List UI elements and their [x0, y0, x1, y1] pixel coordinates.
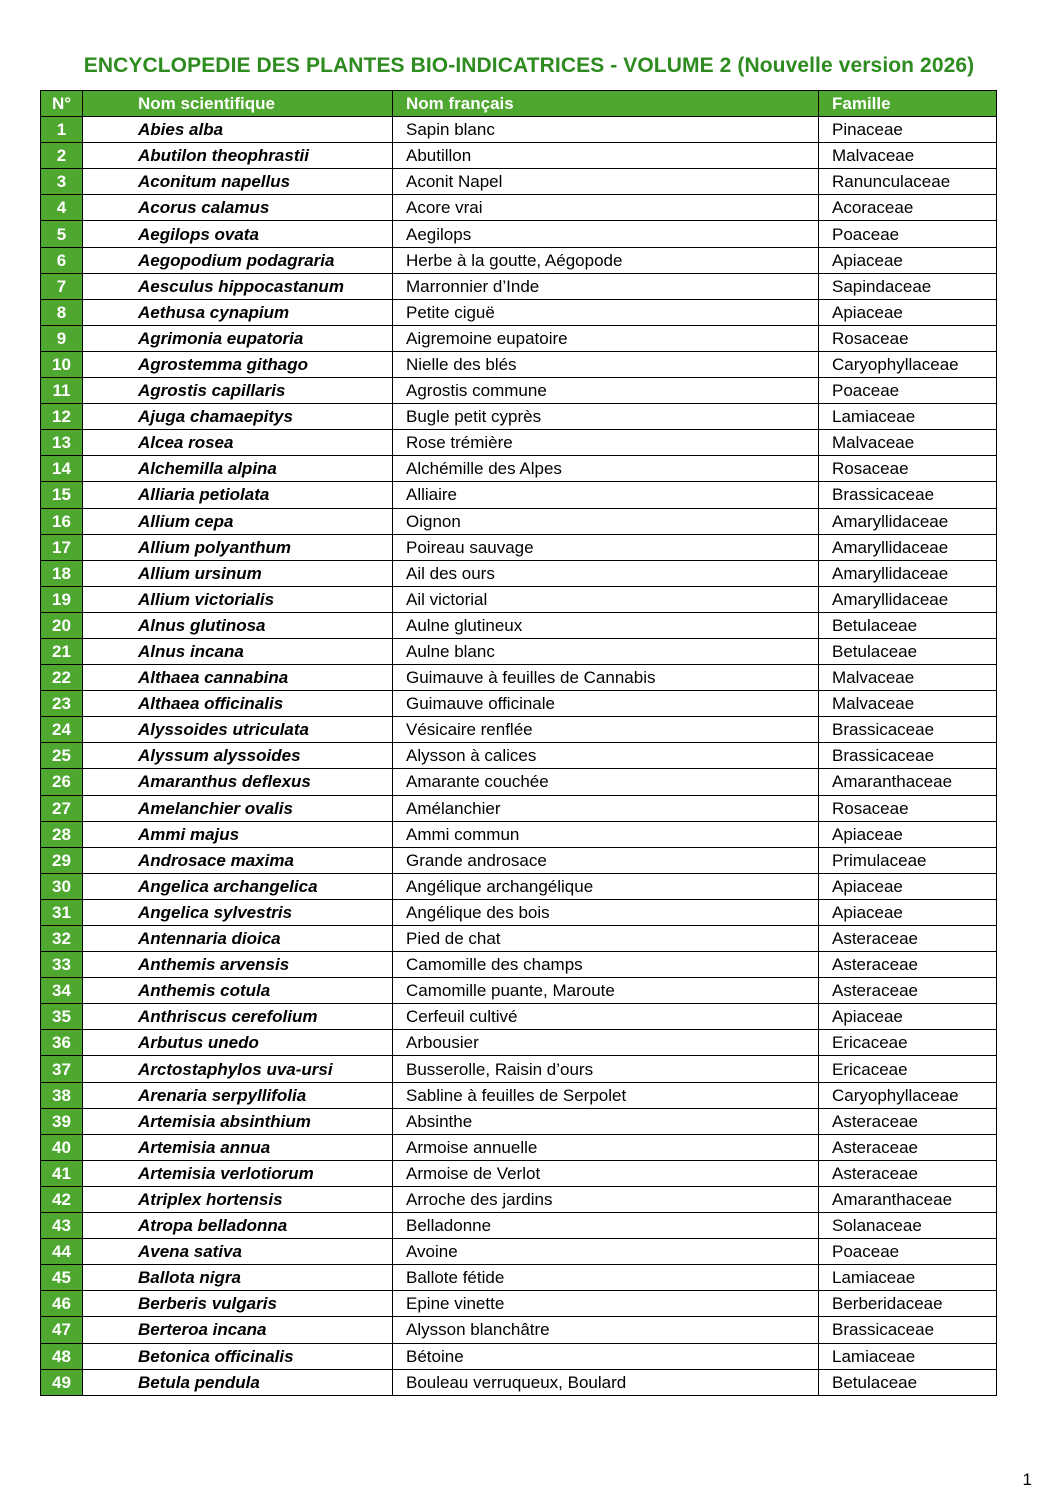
row-number: 38 — [41, 1082, 83, 1108]
french-name: Angélique archangélique — [393, 873, 819, 899]
scientific-name: Alliaria petiolata — [83, 482, 393, 508]
family-name: Asteraceae — [819, 978, 997, 1004]
row-number: 34 — [41, 978, 83, 1004]
family-name: Apiaceae — [819, 821, 997, 847]
table-row — [41, 1056, 997, 1082]
family-name: Asteraceae — [819, 1160, 997, 1186]
row-number: 9 — [41, 325, 83, 351]
row-number: 20 — [41, 612, 83, 638]
scientific-name: Althaea officinalis — [83, 691, 393, 717]
row-number: 6 — [41, 247, 83, 273]
scientific-name: Anthemis cotula — [83, 978, 393, 1004]
french-name: Sapin blanc — [393, 117, 819, 143]
family-name: Lamiaceae — [819, 1265, 997, 1291]
row-number: 36 — [41, 1030, 83, 1056]
scientific-name: Arenaria serpyllifolia — [83, 1082, 393, 1108]
row-number: 12 — [41, 404, 83, 430]
french-name: Epine vinette — [393, 1291, 819, 1317]
french-name: Guimauve officinale — [393, 691, 819, 717]
family-name: Primulaceae — [819, 847, 997, 873]
family-name: Brassicaceae — [819, 1317, 997, 1343]
scientific-name: Alyssum alyssoides — [83, 743, 393, 769]
header-number: N° — [41, 91, 83, 117]
family-name: Poaceae — [819, 1239, 997, 1265]
family-name: Betulaceae — [819, 1369, 997, 1395]
french-name: Ail victorial — [393, 586, 819, 612]
row-number: 47 — [41, 1317, 83, 1343]
row-number: 13 — [41, 430, 83, 456]
row-number: 49 — [41, 1369, 83, 1395]
french-name: Armoise de Verlot — [393, 1160, 819, 1186]
family-name: Caryophyllaceae — [819, 1082, 997, 1108]
table-row — [41, 247, 997, 273]
row-number: 23 — [41, 691, 83, 717]
scientific-name: Alnus incana — [83, 638, 393, 664]
table-row — [41, 351, 997, 377]
french-name: Nielle des blés — [393, 351, 819, 377]
row-number: 28 — [41, 821, 83, 847]
row-number: 35 — [41, 1004, 83, 1030]
scientific-name: Betula pendula — [83, 1369, 393, 1395]
table-row — [41, 1030, 997, 1056]
scientific-name: Ajuga chamaepitys — [83, 404, 393, 430]
table-row — [41, 482, 997, 508]
row-number: 46 — [41, 1291, 83, 1317]
table-row — [41, 404, 997, 430]
scientific-name: Avena sativa — [83, 1239, 393, 1265]
row-number: 48 — [41, 1343, 83, 1369]
scientific-name: Agrostis capillaris — [83, 378, 393, 404]
header-family: Famille — [819, 91, 997, 117]
french-name: Amélanchier — [393, 795, 819, 821]
scientific-name: Berteroa incana — [83, 1317, 393, 1343]
row-number: 14 — [41, 456, 83, 482]
french-name: Busserolle, Raisin d’ours — [393, 1056, 819, 1082]
table-row — [41, 1160, 997, 1186]
family-name: Asteraceae — [819, 926, 997, 952]
scientific-name: Agrimonia eupatoria — [83, 325, 393, 351]
scientific-name: Artemisia verlotiorum — [83, 1160, 393, 1186]
table-row — [41, 1369, 997, 1395]
scientific-name: Alchemilla alpina — [83, 456, 393, 482]
row-number: 29 — [41, 847, 83, 873]
scientific-name: Atriplex hortensis — [83, 1186, 393, 1212]
row-number: 45 — [41, 1265, 83, 1291]
french-name: Aconit Napel — [393, 169, 819, 195]
french-name: Armoise annuelle — [393, 1134, 819, 1160]
french-name: Bugle petit cyprès — [393, 404, 819, 430]
family-name: Amaryllidaceae — [819, 508, 997, 534]
row-number: 19 — [41, 586, 83, 612]
row-number: 5 — [41, 221, 83, 247]
french-name: Ail des ours — [393, 560, 819, 586]
table-row — [41, 1239, 997, 1265]
family-name: Amaryllidaceae — [819, 560, 997, 586]
table-row — [41, 378, 997, 404]
table-row — [41, 1186, 997, 1212]
row-number: 16 — [41, 508, 83, 534]
row-number: 41 — [41, 1160, 83, 1186]
scientific-name: Arbutus unedo — [83, 1030, 393, 1056]
family-name: Lamiaceae — [819, 404, 997, 430]
row-number: 26 — [41, 769, 83, 795]
row-number: 39 — [41, 1108, 83, 1134]
french-name: Rose trémière — [393, 430, 819, 456]
row-number: 42 — [41, 1186, 83, 1212]
family-name: Lamiaceae — [819, 1343, 997, 1369]
french-name: Bétoine — [393, 1343, 819, 1369]
table-row — [41, 769, 997, 795]
table-row — [41, 873, 997, 899]
table-row — [41, 560, 997, 586]
french-name: Absinthe — [393, 1108, 819, 1134]
row-number: 24 — [41, 717, 83, 743]
scientific-name: Artemisia annua — [83, 1134, 393, 1160]
row-number: 40 — [41, 1134, 83, 1160]
french-name: Ballote fétide — [393, 1265, 819, 1291]
french-name: Alliaire — [393, 482, 819, 508]
french-name: Oignon — [393, 508, 819, 534]
row-number: 3 — [41, 169, 83, 195]
french-name: Guimauve à feuilles de Cannabis — [393, 665, 819, 691]
french-name: Bouleau verruqueux, Boulard — [393, 1369, 819, 1395]
table-row — [41, 1317, 997, 1343]
scientific-name: Angelica sylvestris — [83, 899, 393, 925]
french-name: Avoine — [393, 1239, 819, 1265]
family-name: Apiaceae — [819, 873, 997, 899]
french-name: Alysson à calices — [393, 743, 819, 769]
row-number: 17 — [41, 534, 83, 560]
scientific-name: Ballota nigra — [83, 1265, 393, 1291]
row-number: 21 — [41, 638, 83, 664]
row-number: 27 — [41, 795, 83, 821]
header-scientific-name: Nom scientifique — [83, 91, 393, 117]
scientific-name: Alcea rosea — [83, 430, 393, 456]
row-number: 4 — [41, 195, 83, 221]
family-name: Poaceae — [819, 221, 997, 247]
table-row — [41, 456, 997, 482]
table-row — [41, 795, 997, 821]
family-name: Brassicaceae — [819, 717, 997, 743]
family-name: Amaryllidaceae — [819, 586, 997, 612]
family-name: Brassicaceae — [819, 482, 997, 508]
table-header-row — [41, 91, 997, 117]
family-name: Betulaceae — [819, 612, 997, 638]
family-name: Rosaceae — [819, 795, 997, 821]
table-row — [41, 273, 997, 299]
french-name: Arroche des jardins — [393, 1186, 819, 1212]
row-number: 18 — [41, 560, 83, 586]
table-row — [41, 821, 997, 847]
row-number: 2 — [41, 143, 83, 169]
family-name: Apiaceae — [819, 299, 997, 325]
french-name: Marronnier d’Inde — [393, 273, 819, 299]
french-name: Aigremoine eupatoire — [393, 325, 819, 351]
scientific-name: Aconitum napellus — [83, 169, 393, 195]
document-title: ENCYCLOPEDIE DES PLANTES BIO-INDICATRICES - VOLUME 2 (Nouvelle version 2026) — [83, 54, 975, 77]
table-row — [41, 1134, 997, 1160]
french-name: Camomille des champs — [393, 952, 819, 978]
french-name: Ammi commun — [393, 821, 819, 847]
table-row — [41, 926, 997, 952]
scientific-name: Althaea cannabina — [83, 665, 393, 691]
table-body — [41, 117, 997, 1396]
table-row — [41, 1291, 997, 1317]
scientific-name: Aegilops ovata — [83, 221, 393, 247]
family-name: Apiaceae — [819, 247, 997, 273]
french-name: Grande androsace — [393, 847, 819, 873]
table-row — [41, 899, 997, 925]
family-name: Berberidaceae — [819, 1291, 997, 1317]
table-row — [41, 691, 997, 717]
table-row — [41, 299, 997, 325]
family-name: Amaranthaceae — [819, 1186, 997, 1212]
row-number: 33 — [41, 952, 83, 978]
row-number: 32 — [41, 926, 83, 952]
table-row — [41, 195, 997, 221]
scientific-name: Aethusa cynapium — [83, 299, 393, 325]
row-number: 25 — [41, 743, 83, 769]
family-name: Poaceae — [819, 378, 997, 404]
scientific-name: Abies alba — [83, 117, 393, 143]
family-name: Apiaceae — [819, 899, 997, 925]
family-name: Rosaceae — [819, 325, 997, 351]
french-name: Agrostis commune — [393, 378, 819, 404]
french-name: Poireau sauvage — [393, 534, 819, 560]
table-row — [41, 847, 997, 873]
scientific-name: Arctostaphylos uva-ursi — [83, 1056, 393, 1082]
table-row — [41, 1213, 997, 1239]
table-row — [41, 534, 997, 560]
row-number: 8 — [41, 299, 83, 325]
row-number: 37 — [41, 1056, 83, 1082]
scientific-name: Alyssoides utriculata — [83, 717, 393, 743]
scientific-name: Amaranthus deflexus — [83, 769, 393, 795]
family-name: Brassicaceae — [819, 743, 997, 769]
scientific-name: Atropa belladonna — [83, 1213, 393, 1239]
french-name: Aulne blanc — [393, 638, 819, 664]
scientific-name: Betonica officinalis — [83, 1343, 393, 1369]
french-name: Aulne glutineux — [393, 612, 819, 638]
table-row — [41, 952, 997, 978]
family-name: Malvaceae — [819, 143, 997, 169]
row-number: 15 — [41, 482, 83, 508]
family-name: Rosaceae — [819, 456, 997, 482]
french-name: Alchémille des Alpes — [393, 456, 819, 482]
table-row — [41, 117, 997, 143]
scientific-name: Aesculus hippocastanum — [83, 273, 393, 299]
scientific-name: Angelica archangelica — [83, 873, 393, 899]
header-french-name: Nom français — [393, 91, 819, 117]
family-name: Asteraceae — [819, 1134, 997, 1160]
table-row — [41, 665, 997, 691]
table-row — [41, 1082, 997, 1108]
french-name: Sabline à feuilles de Serpolet — [393, 1082, 819, 1108]
table-row — [41, 1265, 997, 1291]
family-name: Malvaceae — [819, 665, 997, 691]
plants-table — [40, 90, 997, 1396]
french-name: Acore vrai — [393, 195, 819, 221]
family-name: Ranunculaceae — [819, 169, 997, 195]
scientific-name: Artemisia absinthium — [83, 1108, 393, 1134]
row-number: 11 — [41, 378, 83, 404]
family-name: Amaranthaceae — [819, 769, 997, 795]
french-name: Aegilops — [393, 221, 819, 247]
scientific-name: Alnus glutinosa — [83, 612, 393, 638]
french-name: Belladonne — [393, 1213, 819, 1239]
family-name: Amaryllidaceae — [819, 534, 997, 560]
table-row — [41, 143, 997, 169]
table-row — [41, 430, 997, 456]
table-row — [41, 1108, 997, 1134]
scientific-name: Antennaria dioica — [83, 926, 393, 952]
page-number: 1 — [1022, 1470, 1032, 1489]
family-name: Asteraceae — [819, 952, 997, 978]
scientific-name: Allium cepa — [83, 508, 393, 534]
table-row — [41, 743, 997, 769]
family-name: Caryophyllaceae — [819, 351, 997, 377]
family-name: Acoraceae — [819, 195, 997, 221]
french-name: Angélique des bois — [393, 899, 819, 925]
scientific-name: Berberis vulgaris — [83, 1291, 393, 1317]
table-row — [41, 586, 997, 612]
family-name: Betulaceae — [819, 638, 997, 664]
table-row — [41, 1004, 997, 1030]
french-name: Arbousier — [393, 1030, 819, 1056]
row-number: 10 — [41, 351, 83, 377]
scientific-name: Allium ursinum — [83, 560, 393, 586]
scientific-name: Ammi majus — [83, 821, 393, 847]
french-name: Abutillon — [393, 143, 819, 169]
scientific-name: Amelanchier ovalis — [83, 795, 393, 821]
family-name: Asteraceae — [819, 1108, 997, 1134]
french-name: Vésicaire renflée — [393, 717, 819, 743]
french-name: Herbe à la goutte, Aégopode — [393, 247, 819, 273]
french-name: Camomille puante, Maroute — [393, 978, 819, 1004]
french-name: Amarante couchée — [393, 769, 819, 795]
family-name: Solanaceae — [819, 1213, 997, 1239]
scientific-name: Anthemis arvensis — [83, 952, 393, 978]
table-row — [41, 1343, 997, 1369]
row-number: 1 — [41, 117, 83, 143]
table-row — [41, 638, 997, 664]
scientific-name: Agrostemma githago — [83, 351, 393, 377]
family-name: Apiaceae — [819, 1004, 997, 1030]
french-name: Pied de chat — [393, 926, 819, 952]
family-name: Malvaceae — [819, 691, 997, 717]
row-number: 22 — [41, 665, 83, 691]
scientific-name: Anthriscus cerefolium — [83, 1004, 393, 1030]
scientific-name: Acorus calamus — [83, 195, 393, 221]
table-row — [41, 978, 997, 1004]
table-row — [41, 508, 997, 534]
scientific-name: Aegopodium podagraria — [83, 247, 393, 273]
french-name: Cerfeuil cultivé — [393, 1004, 819, 1030]
family-name: Ericaceae — [819, 1056, 997, 1082]
family-name: Sapindaceae — [819, 273, 997, 299]
row-number: 30 — [41, 873, 83, 899]
row-number: 43 — [41, 1213, 83, 1239]
row-number: 7 — [41, 273, 83, 299]
scientific-name: Androsace maxima — [83, 847, 393, 873]
scientific-name: Allium victorialis — [83, 586, 393, 612]
row-number: 31 — [41, 899, 83, 925]
table-row — [41, 169, 997, 195]
french-name: Alysson blanchâtre — [393, 1317, 819, 1343]
french-name: Petite ciguë — [393, 299, 819, 325]
family-name: Malvaceae — [819, 430, 997, 456]
table-row — [41, 221, 997, 247]
scientific-name: Allium polyanthum — [83, 534, 393, 560]
table-row — [41, 612, 997, 638]
row-number: 44 — [41, 1239, 83, 1265]
table-row — [41, 717, 997, 743]
family-name: Pinaceae — [819, 117, 997, 143]
family-name: Ericaceae — [819, 1030, 997, 1056]
table-row — [41, 325, 997, 351]
scientific-name: Abutilon theophrastii — [83, 143, 393, 169]
